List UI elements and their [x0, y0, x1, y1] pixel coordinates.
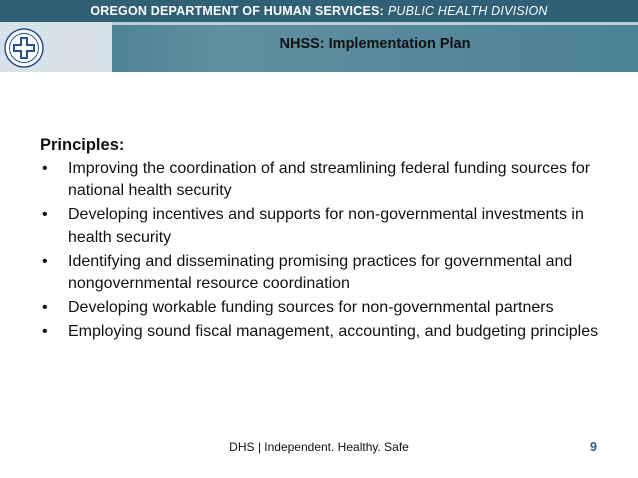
title-banner	[0, 22, 638, 72]
list-item	[40, 297, 610, 320]
slide-content	[40, 134, 610, 345]
bullet-text: Improving the coordination of and streamlining federal funding sources for national health security	[68, 159, 591, 199]
footer-tagline: DHS | Independent. Healthy. Safe	[229, 440, 409, 454]
banner-stripe	[112, 22, 638, 25]
division-name: PUBLIC HEALTH DIVISION	[387, 4, 548, 18]
header-bar	[0, 0, 638, 22]
bullet-text: Developing incentives and supports for non-governmental investments in health security	[68, 206, 584, 246]
bullet-text: Developing workable funding sources for non-governmental partners	[68, 299, 554, 316]
dhs-seal-logo	[4, 28, 44, 68]
slide-title: NHSS: Implementation Plan	[279, 36, 471, 52]
bullet-marker: •	[42, 323, 48, 340]
bullet-text: Employing sound fiscal management, accounting, and budgeting principles	[68, 323, 599, 340]
bullet-marker: •	[42, 299, 48, 316]
page-number: 9	[590, 440, 597, 454]
organization-name: OREGON DEPARTMENT OF HUMAN SERVICES:	[90, 4, 384, 18]
list-item	[40, 204, 610, 249]
principles-list	[40, 158, 610, 344]
list-item	[40, 158, 610, 203]
list-item	[40, 251, 610, 296]
bullet-marker: •	[42, 159, 48, 177]
principles-heading: Principles:	[40, 136, 125, 154]
bullet-text: Identifying and disseminating promising practices for governmental and nongovernmental resource coordination	[68, 252, 573, 292]
bullet-marker: •	[42, 252, 48, 270]
bullet-marker: •	[42, 206, 48, 223]
list-item	[40, 321, 610, 344]
